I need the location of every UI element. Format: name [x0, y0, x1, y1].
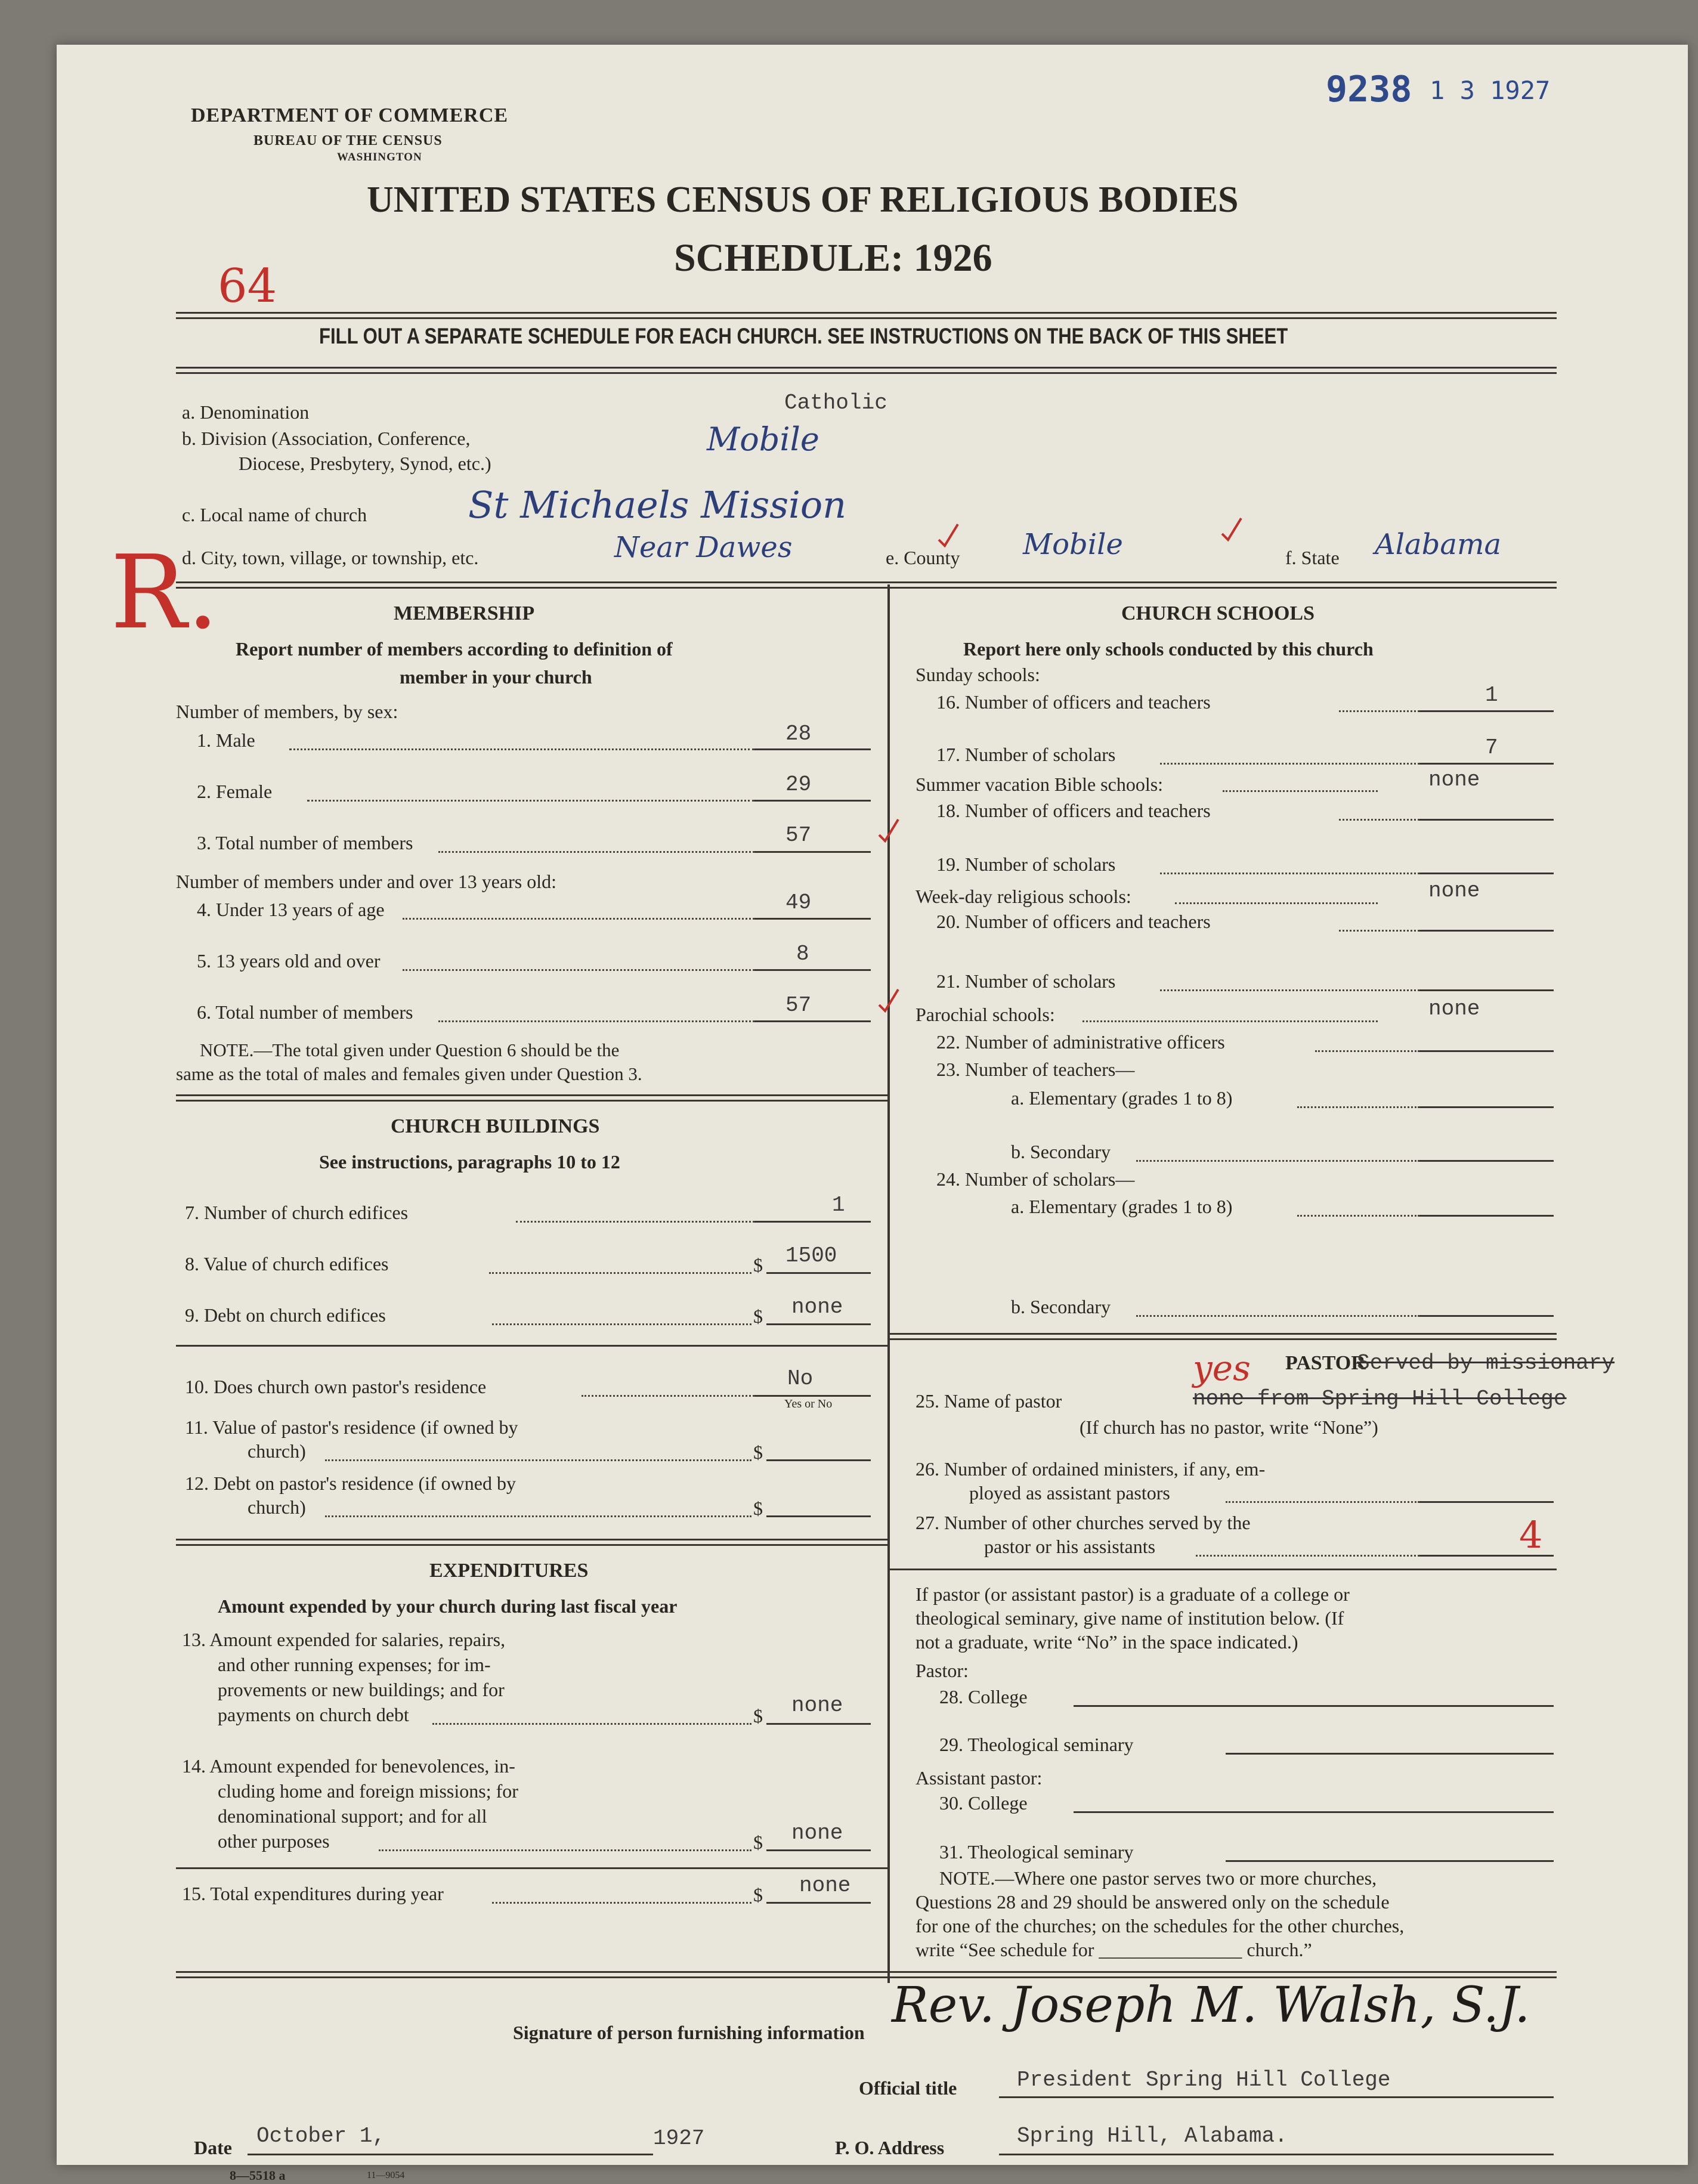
pastor-heading: PASTOR — [1285, 1352, 1366, 1374]
benevolences-label-1: 14. Amount expended for benevolences, in- — [182, 1755, 515, 1777]
running-expenses-label-2: and other running expenses; for im- — [218, 1654, 491, 1675]
edifices-value-leader — [489, 1272, 751, 1274]
identification-rule — [176, 581, 1557, 589]
expenditures-inner-rule — [176, 1867, 887, 1869]
buildings-rule — [176, 1539, 887, 1546]
parochial-schools-label: Parochial schools: — [916, 1004, 1055, 1025]
benevolences-underline — [766, 1849, 871, 1851]
teachers-secondary-underline — [1419, 1160, 1554, 1162]
female-label: 2. Female — [197, 781, 273, 802]
teachers-secondary-label: b. Secondary — [1011, 1141, 1111, 1162]
scholars-secondary-label: b. Secondary — [1011, 1296, 1111, 1317]
male-value: 28 — [785, 722, 812, 746]
total-expenditures-leader — [492, 1902, 751, 1904]
weekday-schools-value: none — [1428, 878, 1480, 903]
running-expenses-dollar: $ — [753, 1705, 763, 1727]
assistant-ministers-underline — [1419, 1501, 1554, 1503]
assistant-seminary-line — [1226, 1860, 1554, 1862]
teachers-label: 23. Number of teachers— — [936, 1059, 1135, 1080]
membership-intro-2: member in your church — [400, 666, 592, 688]
pastor-seminary-line — [1226, 1753, 1554, 1755]
residence-debt-label-1: 12. Debt on pastor's residence (if owned by — [185, 1473, 516, 1494]
residence-value-label-1: 11. Value of pastor's residence (if owned by — [185, 1416, 518, 1438]
local-name-value: St Michaels Mission — [468, 483, 847, 527]
edifices-count-underline — [754, 1221, 871, 1223]
running-expenses-underline — [766, 1723, 871, 1725]
members-by-sex: Number of members, by sex: — [176, 701, 398, 722]
admin-officers-underline — [1419, 1050, 1554, 1052]
summer-officers-underline — [1419, 819, 1554, 821]
print-number: 11—9054 — [367, 2170, 405, 2180]
summer-schools-value: none — [1428, 768, 1480, 792]
scholars-elementary-leader — [1297, 1215, 1419, 1217]
sunday-scholars-underline — [1419, 763, 1554, 765]
sunday-officers-label: 16. Number of officers and teachers — [936, 691, 1211, 713]
female-leader — [307, 800, 754, 802]
pastor-note-2: Questions 28 and 29 should be answered only on the schedule — [916, 1891, 1390, 1913]
po-address-label: P. O. Address — [835, 2137, 945, 2158]
city-value: Near Dawes — [614, 531, 793, 564]
sunday-schools-label: Sunday schools: — [916, 664, 1040, 685]
date-year: 1927 — [653, 2126, 705, 2151]
male-underline — [754, 748, 871, 750]
residence-value-dollar: $ — [753, 1441, 763, 1463]
residence-debt-leader — [325, 1515, 751, 1517]
division-value: Mobile — [707, 420, 819, 458]
buildings-heading: CHURCH BUILDINGS — [391, 1115, 600, 1137]
residence-value-label-2: church) — [248, 1440, 306, 1462]
check-mark-county — [1220, 516, 1244, 543]
under-13-value: 49 — [785, 890, 812, 915]
edifices-value-underline — [766, 1272, 871, 1274]
summer-scholars-leader — [1160, 873, 1419, 874]
total-expenditures-dollar: $ — [753, 1884, 763, 1905]
census-form — [57, 45, 1688, 2183]
state-label: f. State — [1285, 547, 1340, 568]
check-mark-total — [877, 817, 901, 844]
under-13-underline — [754, 918, 871, 920]
edifices-count-label: 7. Number of church edifices — [185, 1202, 409, 1223]
under-13-leader — [403, 918, 754, 920]
expenditures-intro: Amount expended by your church during last fiscal year — [218, 1595, 678, 1617]
denomination-value: Catholic — [784, 391, 887, 415]
pastor-name-struck: none from Spring Hill College — [1193, 1387, 1567, 1411]
bureau-city: WASHINGTON — [337, 151, 422, 163]
total-members-age-value: 57 — [785, 993, 812, 1017]
total-members-age-leader — [438, 1020, 754, 1022]
header-rule-top — [176, 312, 1557, 319]
edifices-debt-label: 9. Debt on church edifices — [185, 1304, 386, 1326]
edifices-debt-value: none — [791, 1295, 843, 1319]
owns-residence-label: 10. Does church own pastor's residence — [185, 1376, 487, 1397]
sunday-officers-underline — [1419, 710, 1554, 712]
po-address-line — [999, 2154, 1554, 2155]
county-label: e. County — [886, 547, 960, 568]
pastor-sub-label: Pastor: — [916, 1660, 969, 1681]
buildings-inner-rule — [176, 1345, 887, 1347]
admin-officers-leader — [1315, 1050, 1419, 1052]
check-mark-total-age — [877, 987, 901, 1014]
dept-name: DEPARTMENT OF COMMERCE — [191, 104, 509, 126]
residence-value-leader — [325, 1459, 751, 1461]
benevolences-label-2: cluding home and foreign missions; for — [218, 1780, 518, 1802]
over-13-underline — [754, 969, 871, 971]
over-13-leader — [403, 969, 754, 971]
other-churches-label-2: pastor or his assistants — [984, 1536, 1156, 1557]
running-expenses-leader — [432, 1723, 751, 1725]
residence-debt-dollar: $ — [753, 1498, 763, 1519]
other-churches-leader — [1196, 1555, 1419, 1557]
other-churches-label-1: 27. Number of other churches served by the — [916, 1512, 1251, 1533]
weekday-scholars-label: 21. Number of scholars — [936, 970, 1116, 992]
official-title-label: Official title — [859, 2077, 957, 2099]
residence-debt-underline — [766, 1515, 871, 1517]
parochial-schools-value: none — [1428, 997, 1480, 1021]
graduate-intro-1: If pastor (or assistant pastor) is a graduate of a college or — [916, 1583, 1350, 1605]
weekday-schools-label: Week-day religious schools: — [916, 886, 1131, 907]
other-churches-value: 4 — [1519, 1513, 1543, 1557]
form-number: 8—5518 a — [230, 2168, 286, 2183]
sunday-officers-value: 1 — [1485, 683, 1498, 707]
summer-scholars-label: 19. Number of scholars — [936, 853, 1116, 875]
benevolences-leader — [379, 1849, 751, 1851]
division-label-2: Diocese, Presbytery, Synod, etc.) — [239, 453, 491, 474]
over-13-value: 8 — [796, 942, 809, 966]
parochial-schools-leader — [1082, 1020, 1378, 1022]
state-value: Alabama — [1375, 528, 1502, 561]
pastor-inner-rule — [890, 1569, 1557, 1570]
po-address-value: Spring Hill, Alabama. — [1017, 2124, 1288, 2148]
weekday-officers-label: 20. Number of officers and teachers — [936, 911, 1211, 932]
running-expenses-label-1: 13. Amount expended for salaries, repairs, — [182, 1629, 506, 1650]
official-title-value: President Spring Hill College — [1017, 2068, 1391, 2092]
edifices-debt-leader — [492, 1323, 751, 1325]
scholars-elementary-label: a. Elementary (grades 1 to 8) — [1011, 1196, 1233, 1217]
female-value: 29 — [785, 772, 812, 797]
male-label: 1. Male — [197, 729, 255, 751]
over-13-label: 5. 13 years old and over — [197, 950, 381, 972]
signature-label: Signature of person furnishing information — [513, 2022, 865, 2043]
schools-rule — [890, 1333, 1557, 1340]
teachers-elementary-underline — [1419, 1106, 1554, 1108]
owns-residence-underline — [754, 1395, 871, 1397]
official-title-line — [999, 2096, 1554, 2098]
denomination-label: a. Denomination — [182, 401, 310, 423]
total-expenditures-value: none — [799, 1873, 851, 1898]
total-members-age-label: 6. Total number of members — [197, 1001, 413, 1023]
residence-value-underline — [766, 1459, 871, 1461]
division-label-1: b. Division (Association, Conference, — [182, 428, 471, 449]
sunday-officers-leader — [1339, 710, 1419, 712]
schedule-title: SCHEDULE: 1926 — [674, 236, 992, 280]
total-members-age-underline — [754, 1020, 871, 1022]
male-leader — [289, 748, 754, 750]
benevolences-dollar: $ — [753, 1832, 763, 1853]
sunday-scholars-value: 7 — [1485, 735, 1498, 760]
edifices-dollar: $ — [753, 1254, 763, 1276]
margin-letter: R. — [110, 534, 219, 652]
under-13-label: 4. Under 13 years of age — [197, 899, 385, 920]
pastor-college-label: 28. College — [939, 1686, 1028, 1707]
yes-or-no-hint: Yes or No — [784, 1397, 833, 1410]
bureau-name: BUREAU OF THE CENSUS — [253, 133, 443, 149]
assistant-ministers-label-2: ployed as assistant pastors — [969, 1482, 1170, 1504]
schools-heading: CHURCH SCHOOLS — [1121, 602, 1315, 624]
pastor-college-line — [1074, 1705, 1554, 1707]
assistant-seminary-label: 31. Theological seminary — [939, 1841, 1134, 1863]
scholars-elementary-underline — [1419, 1215, 1554, 1217]
teachers-elementary-label: a. Elementary (grades 1 to 8) — [1011, 1087, 1233, 1109]
pastor-heading-note: Served by missionary — [1357, 1351, 1615, 1375]
teachers-secondary-leader — [1136, 1160, 1419, 1162]
sunday-scholars-leader — [1160, 763, 1419, 765]
expenditures-heading: EXPENDITURES — [429, 1560, 589, 1582]
check-mark-city — [936, 522, 960, 549]
scholars-secondary-underline — [1419, 1315, 1554, 1317]
summer-scholars-underline — [1419, 873, 1554, 874]
scholars-label: 24. Number of scholars— — [936, 1168, 1135, 1190]
date-value: October 1, — [256, 2124, 386, 2148]
local-name-label: c. Local name of church — [182, 504, 367, 525]
edifices-debt-underline — [766, 1323, 871, 1325]
pastor-note-4: write “See schedule for _______________ church.” — [916, 1939, 1312, 1960]
pastor-name-label: 25. Name of pastor — [916, 1390, 1062, 1412]
owns-residence-leader — [582, 1395, 754, 1397]
sunday-scholars-label: 17. Number of scholars — [936, 744, 1116, 765]
benevolences-label-3: denominational support; and for all — [218, 1805, 487, 1827]
members-by-age: Number of members under and over 13 years old: — [176, 871, 557, 892]
assistant-ministers-label-1: 26. Number of ordained ministers, if any, em- — [916, 1458, 1266, 1480]
total-members-leader — [438, 851, 754, 853]
date-line — [248, 2154, 653, 2155]
benevolences-label-4: other purposes — [218, 1830, 330, 1852]
assistant-college-label: 30. College — [939, 1792, 1028, 1814]
weekday-officers-leader — [1339, 930, 1419, 932]
edifices-count-leader — [516, 1221, 754, 1223]
assistant-college-line — [1074, 1811, 1554, 1813]
total-members-value: 57 — [785, 823, 812, 847]
total-members-label: 3. Total number of members — [197, 832, 413, 853]
city-label: d. City, town, village, or township, etc. — [182, 547, 479, 568]
running-expenses-value: none — [791, 1693, 843, 1718]
separate-schedule-instruction: FILL OUT A SEPARATE SCHEDULE FOR EACH CHURCH. SEE INSTRUCTIONS ON THE BACK OF THIS SHEET — [319, 324, 1288, 348]
buildings-intro: See instructions, paragraphs 10 to 12 — [319, 1151, 620, 1173]
signature: Rev. Joseph M. Walsh, S.J. — [892, 1977, 1530, 2034]
running-expenses-label-4: payments on church debt — [218, 1704, 409, 1725]
total-expenditures-label: 15. Total expenditures during year — [182, 1883, 444, 1904]
admin-officers-label: 22. Number of administrative officers — [936, 1031, 1225, 1053]
membership-note-2: same as the total of males and females given under Question 3. — [176, 1063, 642, 1084]
owns-residence-value: No — [787, 1366, 814, 1391]
weekday-officers-underline — [1419, 930, 1554, 932]
schools-intro: Report here only schools conducted by this church — [963, 638, 1374, 660]
membership-heading: MEMBERSHIP — [394, 602, 535, 624]
scholars-secondary-leader — [1136, 1315, 1419, 1317]
pastor-seminary-label: 29. Theological seminary — [939, 1734, 1134, 1755]
edifices-count-value: 1 — [832, 1193, 845, 1217]
column-divider — [887, 584, 890, 1983]
date-label: Date — [194, 2137, 232, 2158]
form-title: UNITED STATES CENSUS OF RELIGIOUS BODIES — [367, 180, 1239, 220]
membership-intro-1: Report number of members according to definition of — [236, 638, 673, 660]
pastor-name-hint: (If church has no pastor, write “None”) — [1080, 1416, 1378, 1438]
graduate-intro-2: theological seminary, give name of institution below. (If — [916, 1607, 1344, 1629]
total-expenditures-underline — [766, 1902, 871, 1904]
margin-number: 64 — [218, 259, 277, 313]
pastor-note-1: NOTE.—Where one pastor serves two or more churches, — [939, 1867, 1377, 1889]
residence-debt-label-2: church) — [248, 1496, 306, 1518]
pastor-name-yes: yes — [1193, 1348, 1251, 1388]
graduate-intro-3: not a graduate, write “No” in the space indicated.) — [916, 1631, 1298, 1653]
received-stamp-date: 1 3 1927 — [1430, 76, 1551, 105]
female-underline — [754, 800, 871, 802]
membership-note-1: NOTE.—The total given under Question 6 should be the — [200, 1040, 620, 1060]
summer-officers-leader — [1339, 819, 1419, 821]
edifices-value-label: 8. Value of church edifices — [185, 1253, 389, 1274]
header-rule-bottom — [176, 367, 1557, 374]
summer-schools-label: Summer vacation Bible schools: — [916, 774, 1164, 795]
weekday-schools-leader — [1175, 902, 1378, 904]
membership-rule — [176, 1094, 887, 1102]
edifices-value-value: 1500 — [785, 1243, 837, 1268]
county-value: Mobile — [1023, 528, 1123, 561]
summer-officers-label: 18. Number of officers and teachers — [936, 800, 1211, 821]
weekday-scholars-underline — [1419, 989, 1554, 991]
total-members-underline — [754, 851, 871, 853]
weekday-scholars-leader — [1160, 989, 1419, 991]
running-expenses-label-3: provements or new buildings; and for — [218, 1679, 505, 1700]
assistant-sub-label: Assistant pastor: — [916, 1767, 1043, 1789]
assistant-ministers-leader — [1226, 1501, 1419, 1503]
summer-schools-leader — [1223, 790, 1378, 792]
teachers-elementary-leader — [1297, 1106, 1419, 1108]
received-stamp-number: 9238 — [1326, 69, 1412, 110]
debt-dollar: $ — [753, 1306, 763, 1327]
benevolences-value: none — [791, 1821, 843, 1845]
pastor-note-3: for one of the churches; on the schedules for the other churches, — [916, 1915, 1405, 1936]
